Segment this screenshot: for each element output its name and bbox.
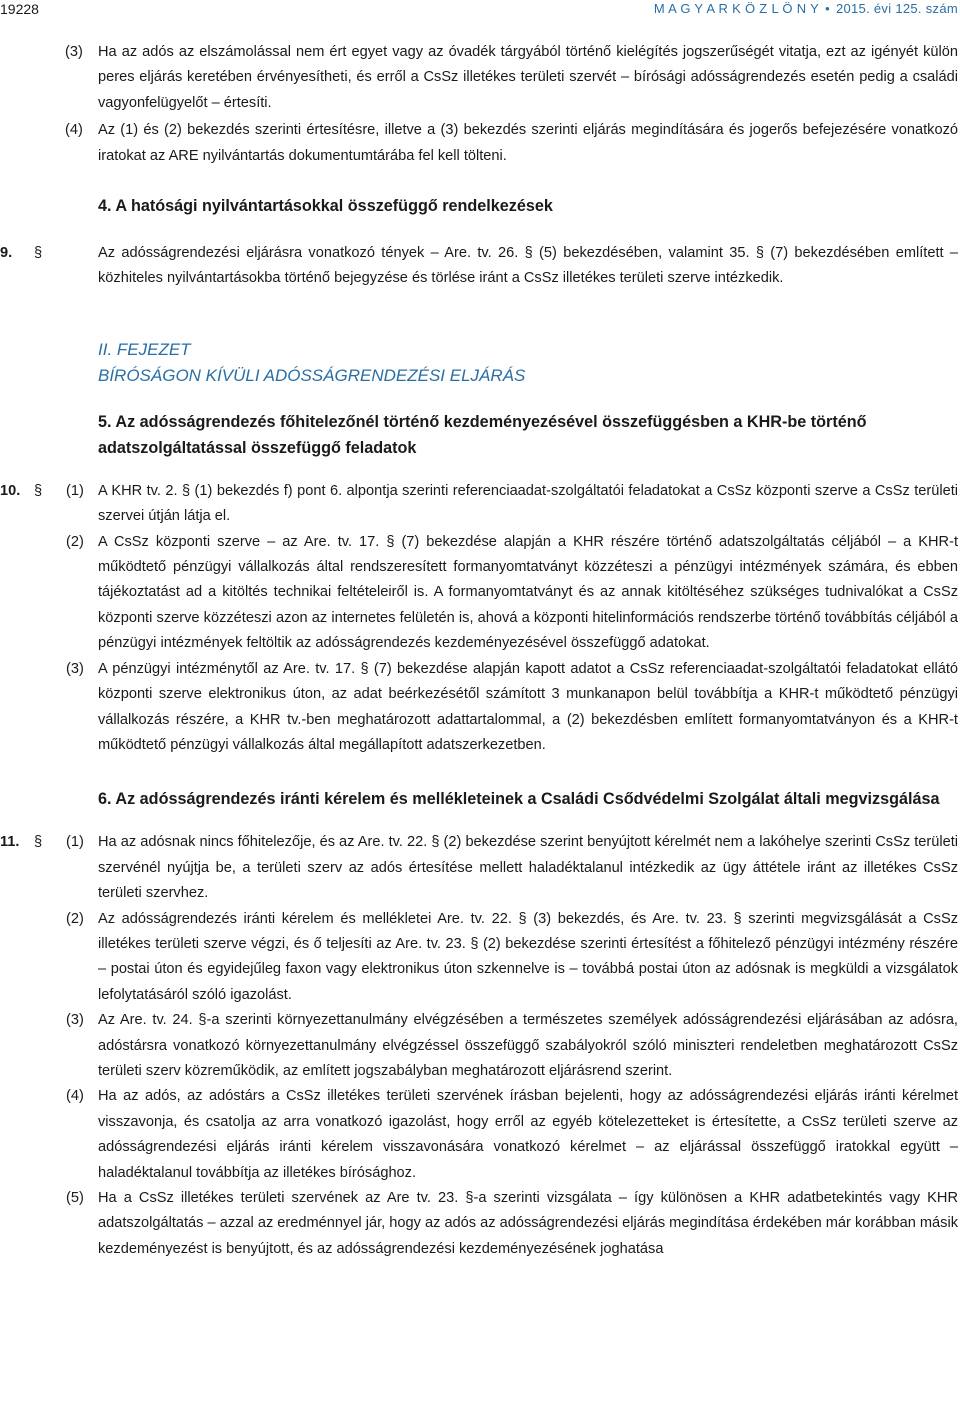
page-number: 19228 xyxy=(0,1,39,17)
section-10-paragraph-3: (3) A pénzügyi intézménytől az Are. tv. 17. § (7) bekezdése alapján kapott adatot a CsSz referenciaadat-szolgáltatói feladatokat ellátó központi szerve elektronikus úton, az adat beérkezésétől számított 3 munkanapon belül továbbítja a KHR-t működtető pénzügyi vállalkozás részére, a KHR tv.-ben meghatározott adattartalommal, a (2) bekezdésben említett formanyomtatványon és a KHR-t működtető pénzügyi vállalkozás által megállapított adatszerkezetben. xyxy=(66,660,958,753)
section-heading-6: 6. Az adósságrendezés iránti kérelem és mellékleteinek a Családi Csődvédelmi Szolgálat általi megvizsgálása xyxy=(98,790,940,809)
section-10: 10. § (1) A KHR tv. 2. § (1) bekezdés f) pont 6. alpontja szerinti referenciaadat-szolgáltatói feladatokat a CsSz központi szerve a CsSz területi szervei útján látja el. xyxy=(0,482,958,525)
paragraph-3: (3) Ha az adós az elszámolással nem ért egyet vagy az óvadék tárgyából történő kielégítés jogszerűségét vitatja, ezt az igényét külön peres eljárás keretében érvényesítheti, és erről a CsSz illetékes területi szervét – bírósági adósságrendezés esetén pedig a családi vagyonfelügyelőt – értesíti. xyxy=(65,44,958,111)
section-heading-4: 4. A hatósági nyilvántartásokkal összefüggő rendelkezések xyxy=(98,197,553,216)
page-header xyxy=(0,0,960,30)
section-9: 9. § Az adósságrendezési eljárásra vonatkozó tények – Are. tv. 26. § (5) bekezdésében, valamint 35. § (7) bekezdésében említett – közhiteles nyilvántartásokba történő bejegyzése és törlése iránt a CsSz illetékes területi szerve intézkedik. xyxy=(0,245,958,287)
chapter-title: BÍRÓSÁGON KÍVÜLI ADÓSSÁGRENDEZÉSI ELJÁRÁS xyxy=(98,365,526,385)
section-11-paragraph-2: (2) Az adósságrendezés iránti kérelem és mellékletei Are. tv. 22. § (3) bekezdés, és Are. tv. 23. § szerinti megvizsgálását a CsSz illetékes területi szerve végzi, és ő teljesíti az Are. tv. 23. § (2) bekezdése szerinti értesítést a főhitelező pénzügyi intézmény részére – postai úton és egyidejűleg faxon vagy elektronikus úton szkennelve is – továbbá postai úton az adósnak is megküldi a vizsgálatok lefolytatásáról szóló igazolást. xyxy=(66,910,958,1003)
bullet-icon: • xyxy=(825,1,830,16)
journal-title: M A G Y A R K Ö Z L Ö N Y xyxy=(653,1,820,16)
running-head xyxy=(654,0,958,18)
paragraph-4: (4) Az (1) és (2) bekezdés szerinti értesítésre, illetve a (3) bekezdés szerinti eljárás megindítására és jogerős befejezésére vonatkozó iratokat az ARE nyilvántartás dokumentumtárába fel kell tölteni. xyxy=(65,122,958,164)
section-11: 11. § (1) Ha az adósnak nincs főhitelezője, és az Are. tv. 22. § (2) bekezdése szerint benyújtott kérelmét nem a lakóhelye szerinti CsSz területi szervénél nyújtja be, a területi szerv az adós értesítése mellett haladéktalanul intézkedik az ügy áttétele iránt az illetékes CsSz területi szervhez. xyxy=(0,834,958,902)
section-11-paragraph-4: (4) Ha az adós, az adóstárs a CsSz illetékes területi szervének írásban bejelenti, hogy az adósságrendezési eljárás iránti kérelmet visszavonja, és csatolja az arra vonatkozó igazolást, hogy erről az egyéb kötelezetteket is értesítette, a CsSz területi szerve az adósságrendezési eljárás iránti kérelem visszavonására vonatkozó kérelmet – az eljárással összefüggő iratokkal együtt – haladéktalanul továbbítja az illetékes bírósághoz. xyxy=(66,1088,958,1181)
section-11-paragraph-5: (5) Ha a CsSz illetékes területi szervének az Are tv. 23. §-a szerinti vizsgálata – így különösen a KHR adatbetekintés vagy KHR adatszolgáltatás – azzal az eredménnyel jár, hogy az adós az adósságrendezési eljárás megindítása érdekében már korábban másik kezdeményezést is benyújtott, és az adósságrendezési kezdeményezésének joghatása xyxy=(66,1190,958,1257)
section-10-paragraph-2: (2) A CsSz központi szerve – az Are. tv. 17. § (7) bekezdése alapján a KHR részére történő adatszolgáltatás céljából – a KHR-t működtető pénzügyi vállalkozás által rendszeresített formanyomtatványt közzéteszi a pénzügyi intézmények számára, és ebben tájékoztatást ad a kitöltés technikai feltételeiről is. A formanyomtatványt és az annak kitöltéséhez szükséges tudnivalókat a CsSz központi szerve közzéteszi azon az internetes felületén is, ahová a központi hitelinformációs rendszerbe történő továbbítás céljából a pénzügyi intézmények feltöltik az adósságrendezés kezdeményezésével összefüggő adatokat. xyxy=(66,533,958,652)
document-body xyxy=(0,40,958,1262)
section-heading-5: 5. Az adósságrendezés főhitelezőnél történő kezdeményezésével összefüggésben a KHR-be történő adatszolgáltatással összefüggő feladatok xyxy=(98,412,867,457)
issue-label: 2015. évi 125. szám xyxy=(835,1,958,16)
chapter-number: II. FEJEZET xyxy=(98,339,191,359)
chapter-heading xyxy=(0,337,958,389)
section-11-paragraph-3: (3) Az Are. tv. 24. §-a szerinti környezettanulmány elvégzésében a természetes személyek adósságrendezési eljárásában az adósra, adóstársra vonatkozó környezettanulmány elvégzéssel összefüggő szabályokról szóló miniszteri rendeletben meghatározott CsSz területi szerv közreműködik, az említett jogszabályban meghatározott eljárásrend szerint. xyxy=(66,1012,958,1079)
